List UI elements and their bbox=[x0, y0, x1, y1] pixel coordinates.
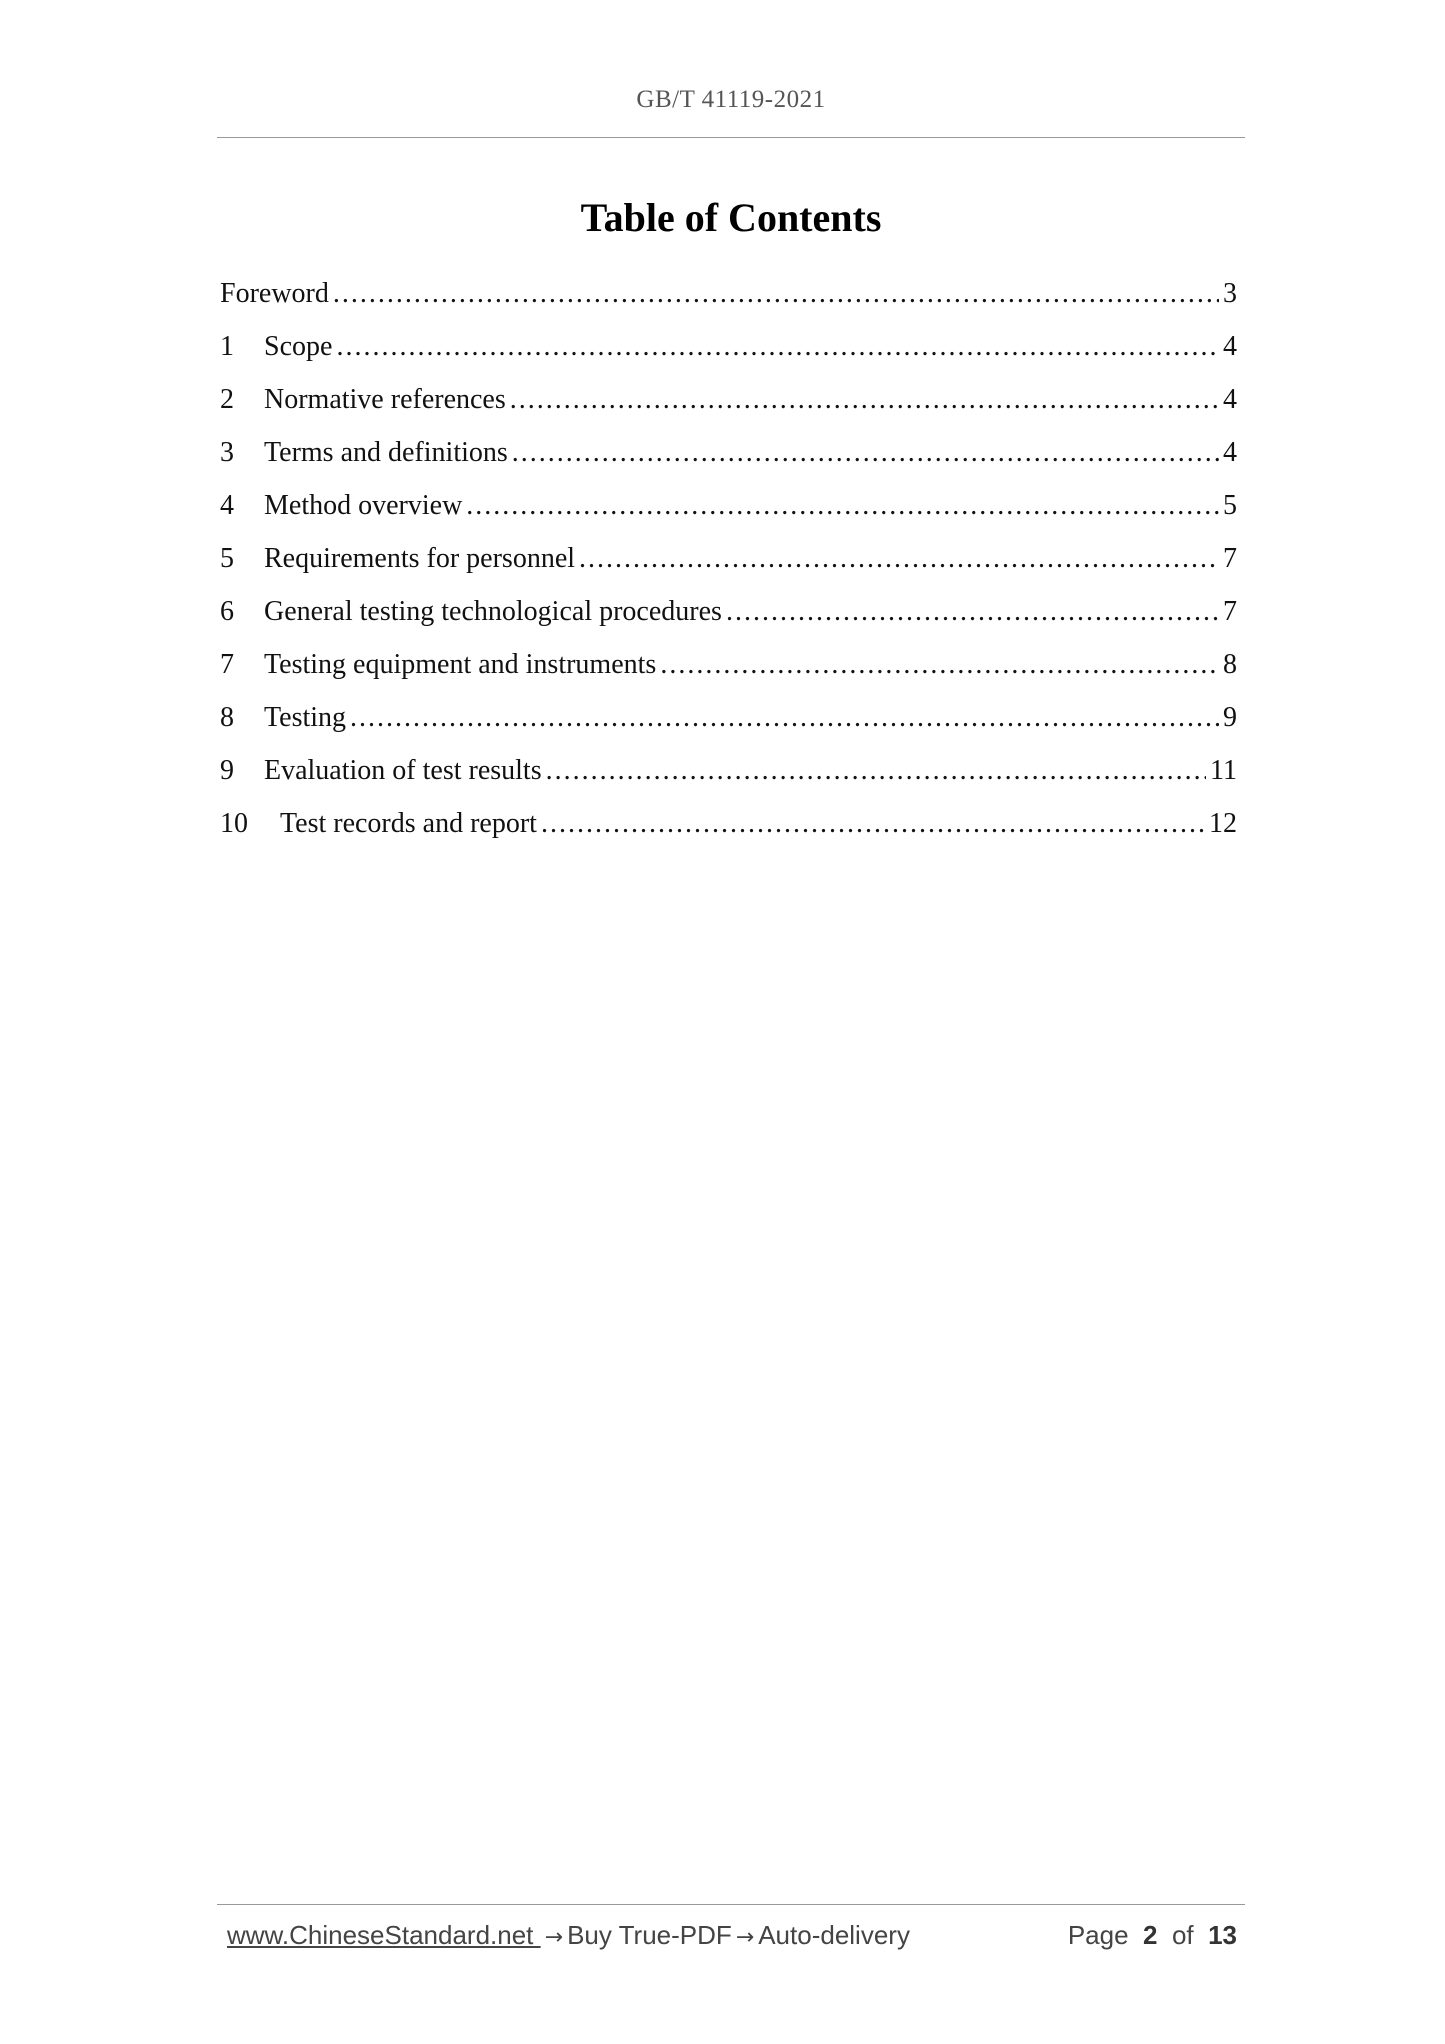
toc-entry-page: 7 bbox=[1223, 596, 1237, 627]
toc-entry-page: 3 bbox=[1223, 278, 1237, 309]
toc-entry-number: 4 bbox=[220, 490, 234, 521]
toc-dot-leader bbox=[336, 325, 1219, 369]
toc-dot-leader bbox=[579, 537, 1219, 581]
toc-entry-page: 4 bbox=[1223, 384, 1237, 415]
toc-entry-label: Requirements for personnel bbox=[264, 543, 576, 574]
toc-entry-number: 3 bbox=[220, 437, 234, 468]
toc-dot-leader bbox=[510, 378, 1219, 422]
toc-entry-terms-and-definitions[interactable] bbox=[220, 431, 1237, 484]
toc-entry-page: 8 bbox=[1223, 649, 1237, 680]
toc-entry-number: 10 bbox=[220, 808, 248, 839]
toc-dot-leader bbox=[726, 590, 1219, 634]
of-word: of bbox=[1171, 1920, 1194, 1950]
toc-entry-label: Testing bbox=[264, 702, 347, 733]
toc-entry-scope[interactable] bbox=[220, 325, 1237, 378]
toc-dot-leader bbox=[512, 431, 1219, 475]
toc-entry-label: Evaluation of test results bbox=[264, 755, 542, 786]
toc-entry-requirements-for-personnel[interactable] bbox=[220, 537, 1237, 590]
arrow-right-icon: → bbox=[735, 1925, 755, 1950]
toc-entry-number: 2 bbox=[220, 384, 234, 415]
toc-entry-label: Terms and definitions bbox=[264, 437, 508, 468]
toc-entry-label: Test records and report bbox=[280, 808, 537, 839]
toc-entry-evaluation-of-results[interactable] bbox=[220, 749, 1237, 802]
footer-divider bbox=[217, 1904, 1245, 1905]
toc-entry-page: 12 bbox=[1209, 808, 1237, 839]
toc-entry-page: 4 bbox=[1223, 437, 1237, 468]
toc-entry-label: Scope bbox=[264, 331, 333, 362]
toc-entry-number: 6 bbox=[220, 596, 234, 627]
toc-entry-number: 1 bbox=[220, 331, 234, 362]
page-word: Page bbox=[1067, 1920, 1129, 1950]
current-page-number: 2 bbox=[1143, 1920, 1158, 1950]
toc-dot-leader bbox=[350, 696, 1219, 740]
toc-dot-leader bbox=[466, 484, 1219, 528]
toc-entry-number: 8 bbox=[220, 702, 234, 733]
toc-entry-foreword[interactable] bbox=[220, 272, 1237, 325]
toc-entry-normative-references[interactable] bbox=[220, 378, 1237, 431]
toc-entry-page: 11 bbox=[1210, 755, 1237, 786]
toc-dot-leader bbox=[546, 749, 1206, 793]
header-divider bbox=[217, 137, 1245, 138]
toc-entry-number: 7 bbox=[220, 649, 234, 680]
toc-entry-page: 4 bbox=[1223, 331, 1237, 362]
toc-dot-leader bbox=[541, 802, 1205, 846]
toc-entry-testing-equipment[interactable] bbox=[220, 643, 1237, 696]
page-number-indicator bbox=[1068, 1920, 1237, 1951]
toc-entry-number: 5 bbox=[220, 543, 234, 574]
toc-entry-label: Normative references bbox=[264, 384, 506, 415]
table-of-contents bbox=[220, 272, 1237, 855]
toc-title: Table of Contents bbox=[580, 195, 882, 240]
toc-entry-method-overview[interactable] bbox=[220, 484, 1237, 537]
total-page-count: 13 bbox=[1208, 1920, 1237, 1950]
toc-entry-label: Testing equipment and instruments bbox=[264, 649, 657, 680]
toc-entry-page: 5 bbox=[1223, 490, 1237, 521]
toc-entry-label: General testing technological procedures bbox=[264, 596, 722, 627]
toc-entry-page: 7 bbox=[1223, 543, 1237, 574]
buy-true-pdf-text: Buy True-PDF bbox=[567, 1920, 732, 1950]
toc-dot-leader bbox=[660, 643, 1219, 687]
website-link[interactable]: www.ChineseStandard.net bbox=[227, 1920, 541, 1950]
toc-entry-page: 9 bbox=[1223, 702, 1237, 733]
footer-promo bbox=[227, 1920, 910, 1951]
arrow-right-icon: → bbox=[544, 1925, 564, 1950]
toc-entry-number: 9 bbox=[220, 755, 234, 786]
toc-entry-general-testing-procedures[interactable] bbox=[220, 590, 1237, 643]
document-header-code: GB/T 41119-2021 bbox=[636, 86, 826, 113]
toc-entry-test-records-and-report[interactable] bbox=[220, 802, 1237, 855]
auto-delivery-text: Auto-delivery bbox=[758, 1920, 910, 1950]
toc-entry-label: Method overview bbox=[264, 490, 463, 521]
toc-entry-testing[interactable] bbox=[220, 696, 1237, 749]
toc-dot-leader bbox=[333, 272, 1219, 316]
toc-entry-label: Foreword bbox=[220, 278, 329, 309]
